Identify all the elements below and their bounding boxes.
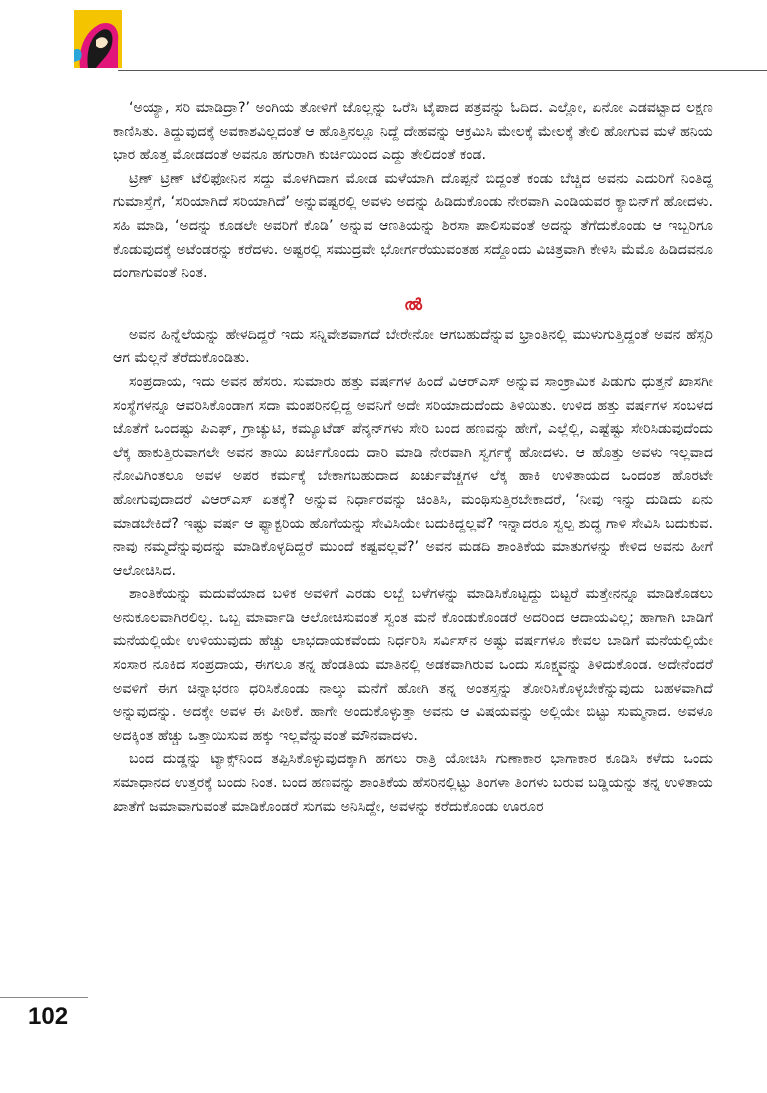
page-number: 102: [28, 1003, 69, 1030]
paragraph: ಅವನ ಹಿನ್ನೆಲೆಯನ್ನು ಹೇಳದಿದ್ದರೆ ಇದು ಸನ್ನಿವೇಶವಾಗದೆ ಬೇರೇನೋ ಆಗಬಹುದೆನ್ನುವ ಭ್ರಾಂತಿನಲ್ಲಿ ಮುಳುಗುತ್ತಿದ್ದಂತೆ ಅವನ ಹೆಸ್ಸರಿ ಆಗ ಮೆಲ್ಲನೆ ತೆರೆದುಕೊಂಡಿತು.: [113, 326, 713, 367]
section-divider-ornament: ൽ: [404, 294, 422, 314]
header-rule: [118, 70, 767, 71]
article-body: [113, 97, 713, 819]
footer-rule: [0, 997, 88, 998]
paragraph: ‘ಅಯ್ಯಾ, ಸರಿ ಮಾಡಿದ್ರಾ?’ ಅಂಗಿಯ ತೋಳಿಗೆ ಜೊಲ್ಲನ್ನು ಒರೆಸಿ ಟೈಪಾದ ಪತ್ರವನ್ನು ಓದಿದ. ಎಲ್ಲೋ, ಏನೋ ಎಡವಟ್ಟಾದ ಲಕ್ಷಣ ಕಾಣಿಸಿತು. ತಿದ್ದುವುದಕ್ಕೆ ಅವಕಾಶವಿಲ್ಲದಂತೆ ಆ ಹೊತ್ತಿನಲ್ಲೂ ನಿದ್ದೆ ದೇಹವನ್ನು ಆಕ್ರಮಿಸಿ ಮೇಲಕ್ಕೆ ಮೇಲಕ್ಕೆ ತೇಲಿ ಹೋಗುವ ಮಳೆ ಹನಿಯ ಭಾರ ಹೊತ್ತ ಮೋಡದಂತೆ ಅವನೂ ಹಗುರಾಗಿ ಕುರ್ಚಿಯಿಂದ ಎದ್ದು ತೇಲಿದಂತೆ ಕಂಡ.: [113, 100, 713, 164]
paragraph: ಬಂದ ದುಡ್ಡನ್ನು ಟ್ಯಾಕ್ಸ್‌ನಿಂದ ತಪ್ಪಿಸಿಕೊಳ್ಳುವುದಕ್ಕಾಗಿ ಹಗಲು ರಾತ್ರಿ ಯೋಚಿಸಿ ಗುಣಾಕಾರ ಭಾಗಾಕಾರ ಕೂಡಿಸಿ ಕಳೆದು ಒಂದು ಸಮಾಧಾನದ ಉತ್ತರಕ್ಕೆ ಬಂದು ನಿಂತ. ಬಂದ ಹಣವನ್ನು ಶಾಂತಿಕೆಯ ಹೆಸರಿನಲ್ಲಿಟ್ಟು ತಿಂಗಳಾ ತಿಂಗಳು ಬರುವ ಬಡ್ಡಿಯನ್ನು ತನ್ನ ಉಳಿತಾಯ ಖಾತೆಗೆ ಜಮಾವಾಗುವಂತೆ ಮಾಡಿಕೊಂಡರೆ ಸುಗಮ ಅನಿಸಿದ್ದೇ, ಅವಳನ್ನು ಕರೆದುಕೊಂಡು ಊರೂರ: [113, 751, 713, 815]
paragraph: ಶಾಂತಿಕೆಯನ್ನು ಮದುವೆಯಾದ ಬಳಿಕ ಅವಳಿಗೆ ಎರಡು ಲಬ್ಬೆ ಬಳೆಗಳನ್ನು ಮಾಡಿಸಿಕೊಟ್ಟದ್ದು ಬಿಟ್ಟರೆ ಮತ್ತೇನನ್ನೂ ಮಾಡಿಕೊಡಲು ಅನುಕೂಲವಾಗಿರಲಿಲ್ಲ. ಒಬ್ಬ ಮಾರ್ವಾಡಿ ಆಲೋಚಿಸುವಂತೆ ಸ್ವಂತ ಮನೆ ಕೊಂಡುಕೊಂಡರೆ ಅದರಿಂದ ಆದಾಯವಿಲ್ಲ; ಹಾಗಾಗಿ ಬಾಡಿಗೆ ಮನೆಯಲ್ಲಿಯೇ ಉಳಿಯುವುದು ಹೆಚ್ಚು ಲಾಭದಾಯಕವೆಂದು ನಿರ್ಧರಿಸಿ ಸರ್ವಿಸ್‌ನ ಅಷ್ಟು ವರ್ಷಗಳೂ ಕೇವಲ ಬಾಡಿಗೆ ಮನೆಯಲ್ಲಿಯೇ ಸಂಸಾರ ನೂಕಿದ ಸಂಪ್ರದಾಯ, ಈಗಲೂ ತನ್ನ ಹೆಂಡತಿಯ ಮಾತಿನಲ್ಲಿ ಅಡಕವಾಗಿರುವ ಒಂದು ಸೂಕ್ಷ್ಮವನ್ನು ತಿಳಿದುಕೊಂಡ. ಅದೇನೆಂದರೆ ಅವಳಿಗೆ ಈಗ ಚಿನ್ನಾಭರಣ ಧರಿಸಿಕೊಂಡು ನಾಲ್ಕು ಮನೆಗೆ ಹೋಗಿ ತನ್ನ ಅಂತಸ್ತನ್ನು ತೋರಿಸಿಕೊಳ್ಳಬೇಕೆನ್ನುವುದು ಬಹಳವಾಗಿದೆ ಅನ್ನುವುದನ್ನು. ಅದಕ್ಕೇ ಅವಳ ಈ ಪೀಠಿಕೆ. ಹಾಗೇ ಅಂದುಕೊಳ್ಳುತ್ತಾ ಅವನು ಆ ವಿಷಯವನ್ನು ಅಲ್ಲಿಯೇ ಬಿಟ್ಟು ಸುಮ್ಮನಾದ. ಅವಳೂ ಅದಕ್ಕಿಂತ ಹೆಚ್ಚು ಒತ್ತಾಯಿಸುವ ಹಕ್ಕು ಇಲ್ಲವೆನ್ನುವಂತೆ ಮೌನವಾದಳು.: [113, 586, 713, 744]
magazine-logo-icon: [74, 10, 122, 68]
paragraph: ಸಂಪ್ರದಾಯ, ಇದು ಅವನ ಹೆಸರು. ಸುಮಾರು ಹತ್ತು ವರ್ಷಗಳ ಹಿಂದೆ ವಿಆರ್‌ಎಸ್ ಅನ್ನುವ ಸಾಂಕ್ರಾಮಿಕ ಪಿಡುಗು ಧುತ್ತನೆ ಖಾಸಗೀ ಸಂಸ್ಥೆಗಳನ್ನೂ ಆವರಿಸಿಕೊಂಡಾಗ ಸದಾ ಮಂಪರಿನಲ್ಲಿದ್ದ ಅವನಿಗೆ ಅದೇ ಸರಿಯಾದುದೆಂದು ತಿಳಿಯಿತು. ಉಳಿದ ಹತ್ತು ವರ್ಷಗಳ ಸಂಬಳದ ಜೊತೆಗೆ ಒಂದಷ್ಟು ಪಿಎಫ್, ಗ್ರಾಚ್ಯುಟಿ, ಕಮ್ಯೂಟೆಡ್ ಪೆನ್ಶನ್‌ಗಳು ಸೇರಿ ಬಂದ ಹಣವನ್ನು ಹೇಗೆ, ಎಲ್ಲೆಲ್ಲಿ, ಎಷ್ಟೆಷ್ಟು ಸೇರಿಸಿಡುವುದೆಂದು ಲೆಕ್ಕ ಹಾಕುತ್ತಿರುವಾಗಲೇ ಅವನ ತಾಯಿ ಖರ್ಚಿಗೊಂದು ದಾರಿ ಮಾಡಿ ನೇರವಾಗಿ ಸ್ವರ್ಗಕ್ಕೆ ಹೋದಳು. ಆ ಹೊತ್ತು ಅವಳು ಇಲ್ಲವಾದ ನೋವಿಗಿಂತಲೂ ಅವಳ ಅಪರ ಕರ್ಮಕ್ಕೆ ಬೇಕಾಗಬಹುದಾದ ಖರ್ಚುವೆಚ್ಚಗಳ ಲೆಕ್ಕ ಹಾಕಿ ಉಳಿತಾಯದ ಒಂದಂಶ ಹೊರಟೇ ಹೋಗುವುದಾದರೆ ವಿಆರ್‌ಎಸ್ ಏತಕ್ಕೆ? ಅನ್ನುವ ನಿರ್ಧಾರವನ್ನು ಚಿಂತಿಸಿ, ಮಂಥಿಸುತ್ತಿರಬೇಕಾದರೆ, ‘ನೀವು ಇನ್ನು ದುಡಿದು ಏನು ಮಾಡಬೇಕಿದೆ? ಇಷ್ಟು ವರ್ಷ ಆ ಫ್ಯಾಕ್ಟರಿಯ ಹೊಗೆಯನ್ನು ಸೇವಿಸಿಯೇ ಬದುಕಿದ್ದಲ್ಲವೆ? ಇನ್ನಾದರೂ ಸ್ವಲ್ಪ ಶುದ್ಧ ಗಾಳಿ ಸೇವಿಸಿ ಬದುಕುವ. ನಾವು ನಮ್ಮದೆನ್ನುವುದನ್ನು ಮಾಡಿಕೊಳ್ಳದಿದ್ದರೆ ಮುಂದೆ ಕಷ್ಟವಲ್ಲವೆ?’ ಅವನ ಮಡದಿ ಶಾಂತಿಕೆಯ ಮಾತುಗಳನ್ನು ಕೇಳಿದ ಅವನು ಹೀಗೆ ಆಲೋಚಿಸಿದ.: [113, 373, 713, 579]
paragraph: ಟ್ರಿಣ್ ಟ್ರಿಣ್ ಟೆಲಿಫೋನಿನ ಸದ್ದು ಮೊಳಗಿದಾಗ ಮೋಡ ಮಳೆಯಾಗಿ ದೊಪ್ಪನೆ ಬಿದ್ದಂತೆ ಕಂಡು ಬೆಚ್ಚಿದ ಅವನು ಎದುರಿಗೆ ನಿಂತಿದ್ದ ಗುಮಾಸ್ತೆಗೆ, ‘ಸರಿಯಾಗಿದೆ ಸರಿಯಾಗಿದೆ’ ಅನ್ನುವಷ್ಟರಲ್ಲಿ ಅವಳು ಅದನ್ನು ಹಿಡಿದುಕೊಂಡು ನೇರವಾಗಿ ಎಂಡಿಯವರ ಕ್ಯಾಬಿನ್‌ಗೆ ಹೋದಳು. ಸಹಿ ಮಾಡಿ, ‘ಅದನ್ನು ಕೂಡಲೇ ಅವರಿಗೆ ಕೊಡಿ’ ಅನ್ನುವ ಆಣತಿಯನ್ನು ಶಿರಸಾ ಪಾಲಿಸುವಂತೆ ಅದನ್ನು ತೆಗೆದುಕೊಂಡು ಆ ಇಬ್ಬರಿಗೂ ಕೊಡುವುದಕ್ಕೆ ಅಟೆಂಡರನ್ನು ಕರೆದಳು. ಅಷ್ಟರಲ್ಲಿ ಸಮುದ್ರವೇ ಭೋರ್ಗರೆಯುವಂತಹ ಸದ್ದೊಂದು ವಿಚಿತ್ರವಾಗಿ ಕೇಳಿಸಿ ಮೆಮೊ ಹಿಡಿದವನೂ ದಂಗಾಗುವಂತೆ ನಿಂತ.: [113, 170, 713, 282]
